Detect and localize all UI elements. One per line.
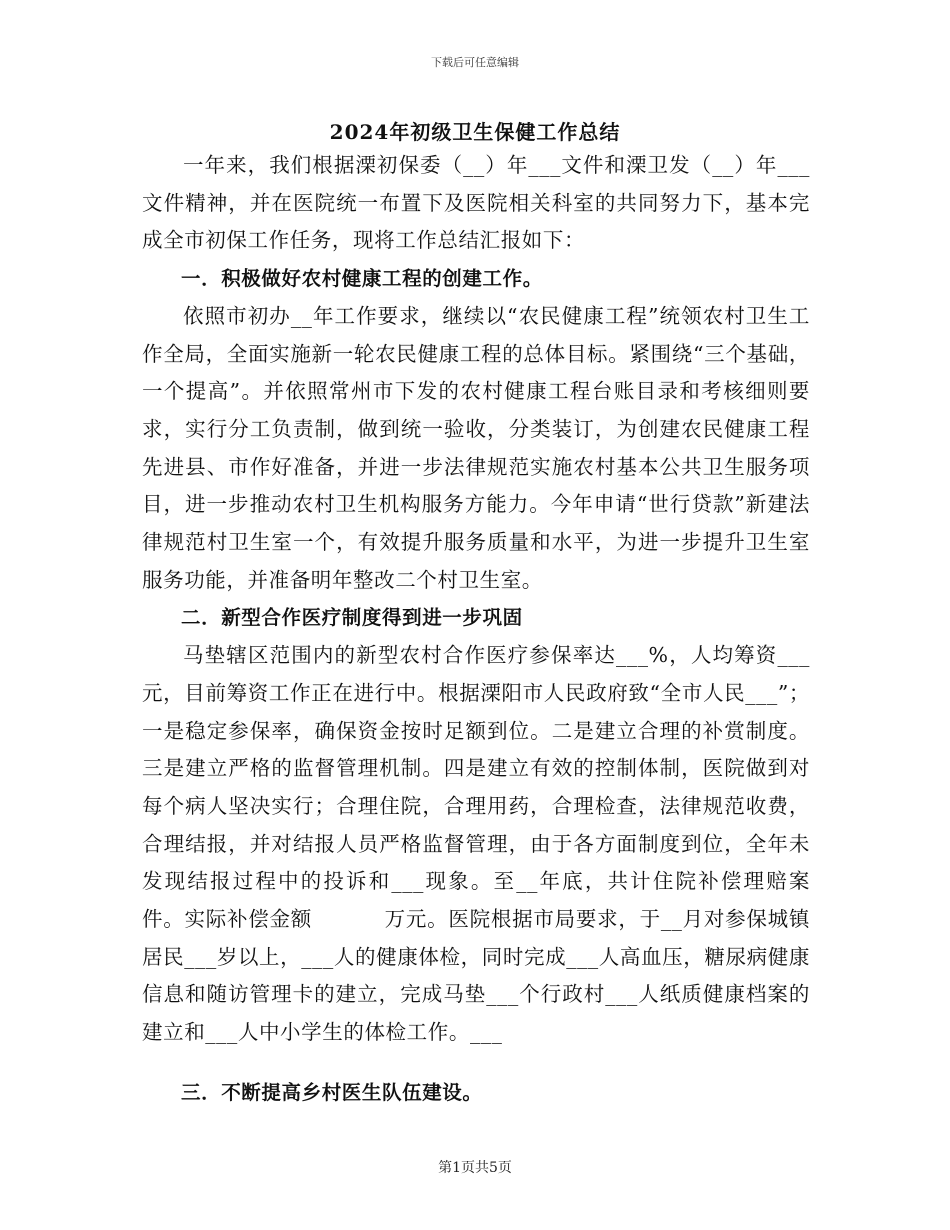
header-note: 下载后可任意编辑	[431, 56, 519, 69]
document-body	[142, 147, 832, 1112]
section-heading-2: 二．新型合作医疗制度得到进一步巩固	[181, 606, 523, 630]
section-heading-1: 一．积极做好农村健康工程的创建工作。	[181, 267, 543, 291]
intro-paragraph: 一年来，我们根据溧初保委（__）年___文件和溧卫发（__）年___文件精神，并在医院统一布置下及医院相关科室的共同努力下，基本完成全市初保工作任务，现将工作总结汇报如下：	[142, 153, 810, 253]
section-1-paragraph: 依照市初办__年工作要求，继续以“农民健康工程”统领农村卫生工作全局，全面实施新一轮农民健康工程的总体目标。紧围绕“三个基础，一个提高”。并依照常州市下发的农村健康工程台账目录和考核细则要求，实行分工负责制，做到统一验收，分类装订，为创建农民健康工程先进县、市作好准备，并进一步法律规范实施农村基本公共卫生服务项目，进一步推动农村卫生机构服务方能力。今年申请“世行贷款”新建法律规范村卫生室一个，有效提升服务质量和水平，为进一步提升卫生室服务功能，并准备明年整改二个村卫生室。	[142, 303, 810, 592]
document-title: 2024年初级卫生保健工作总结	[329, 120, 621, 144]
section-heading-3: 三．不断提高乡村医生队伍建设。	[181, 1080, 483, 1104]
section-2-paragraph: 马垫辖区范围内的新型农村合作医疗参保率达___%，人均筹资___元，目前筹资工作正在进行中。根据溧阳市人民政府致“全市人民___”；一是稳定参保率，确保资金按时足额到位。二是建立合理的补赏制度。三是建立严格的监督管理机制。四是建立有效的控制体制，医院做到对每个病人坚决实行；合理住院，合理用药，合理检查，法律规范收费，合理结报，并对结报人员严格监督管理，由于各方面制度到位，全年未发现结报过程中的投诉和___现象。至__年底，共计住院补偿理赔案 件。实际补偿金额 万元。医院根据市局要求，于__月对参保城镇居民___岁以上，___人的健康体检，同时完成___人高血压，糖尿病健康信息和随访管理卡的建立，完成马垫___个行政村___人纸质健康档案的建立和___人中小学生的体检工作。___	[142, 643, 832, 1045]
page-number-footer: 第1页共5页	[438, 1160, 512, 1176]
